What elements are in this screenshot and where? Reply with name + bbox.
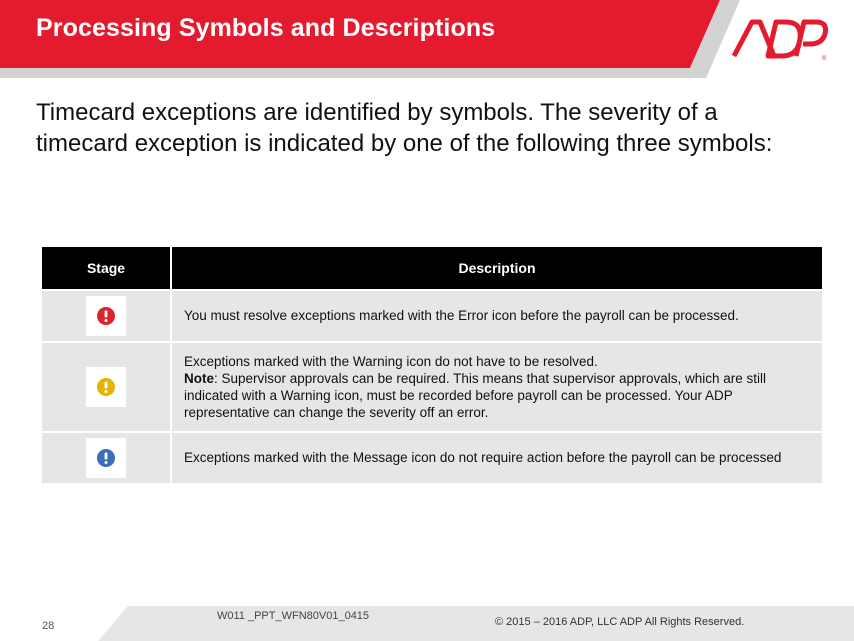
warning-icon-box [86, 367, 126, 407]
adp-logo [730, 14, 830, 62]
note-label: Note [184, 370, 214, 386]
logo-registered-mark: ® [822, 56, 827, 62]
table-row [42, 291, 822, 341]
page-number: 28 [42, 620, 55, 632]
exceptions-table [40, 245, 824, 485]
error-icon-box [86, 296, 126, 336]
note-text: : Supervisor approvals can be required. This means that supervisor approvals, which are still indicated with a Warning icon, must be recorded before payroll can be processed. Your ADP representative can change the severity off an error. [184, 370, 767, 420]
header-stage: Stage [42, 247, 170, 289]
page-title: Processing Symbols and Descriptions [36, 14, 496, 42]
warning-icon [96, 377, 116, 397]
message-icon [96, 448, 116, 468]
table-row [42, 343, 822, 431]
header-description: Description [172, 247, 822, 289]
note-paragraph [184, 370, 812, 421]
table-row [42, 433, 822, 483]
intro-paragraph: Timecard exceptions are identified by symbols. The severity of a timecard exception is indicated by one of the following three symbols: [36, 99, 773, 157]
symbol-cell [42, 433, 170, 483]
logo-p-shape [796, 22, 826, 56]
description-cell: Exceptions marked with the Message icon do not require action before the payroll can be processed [172, 433, 822, 483]
description-cell: You must resolve exceptions marked with the Error icon before the payroll can be processed. [172, 291, 822, 341]
document-code: W011 _PPT_WFN80V01_0415 [217, 610, 370, 622]
symbol-cell [42, 343, 170, 431]
description-cell [172, 343, 822, 431]
symbol-cell [42, 291, 170, 341]
table-header-row [42, 247, 822, 289]
message-icon-box [86, 438, 126, 478]
copyright-notice: © 2015 – 2016 ADP, LLC ADP All Rights Reserved. [495, 616, 745, 628]
error-icon [96, 306, 116, 326]
warning-line: Exceptions marked with the Warning icon do not have to be resolved. [184, 353, 598, 369]
